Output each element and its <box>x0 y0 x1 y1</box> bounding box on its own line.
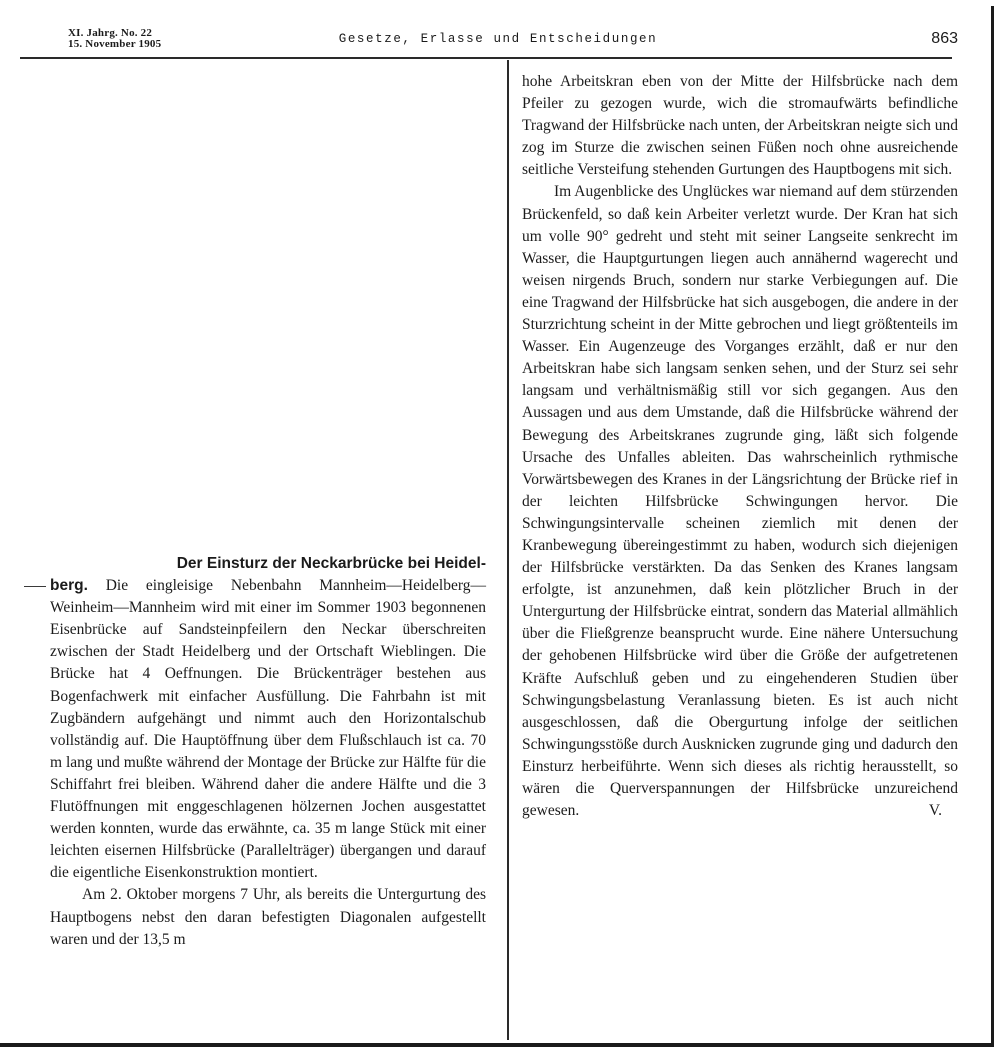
article-paragraph-3 <box>522 181 958 822</box>
issue-info <box>68 28 161 50</box>
page-frame-right-edge <box>991 6 994 1045</box>
article-paragraph-2: Am 2. Oktober morgens 7 Uhr, als bereits die Untergurtung des Hauptbogens nebst den daran befestigten Diagonalen aufgestellt waren und der 13,5 m <box>50 886 486 948</box>
issue-date: 15. November 1905 <box>68 38 162 50</box>
page-header <box>68 28 958 68</box>
article-paragraph-2-continued: hohe Arbeitskran eben von der Mitte der Hilfsbrücke nach dem Pfeiler zu gezogen wurde, wich die stromaufwärts befindliche Tragwand der Hilfsbrücke nach unten, der Arbeitskran neigte sich und zog im Sturze die zwischen seinen Füßen noch ohne ausreichende seitliche Versteifung stehenden Gurtungen des Hauptbogens mit sich. <box>522 73 958 179</box>
author-signature: V. <box>928 802 942 820</box>
issue-volume-number: XI. Jahrg. No. 22 <box>68 27 153 39</box>
column-divider <box>507 60 509 1040</box>
left-column <box>50 553 486 951</box>
page-number: 863 <box>931 30 958 47</box>
article-title-end: berg. <box>50 577 88 595</box>
right-column <box>522 71 958 822</box>
page-frame-bottom-edge <box>0 1043 994 1047</box>
header-rule <box>20 57 952 59</box>
article-title: Der Einsturz der Neckarbrücke bei Heidel- <box>176 555 486 572</box>
article-paragraph-1-text: Die eingleisige Nebenbahn Mannheim—Heidelberg—Weinheim—Mannheim wird mit einer im Sommer 1903 begonnenen Eisenbrücke auf Sandsteinpfeilern den Neckar überschreiten zwischen der Stadt Heidelberg und der Ortschaft Wieblingen. Die Brücke hat 4 Oeffnungen. Die Brückenträger bestehen aus Bogenfachwerk mit einfacher Ausfüllung. Die Fahrbahn ist mit Zugbändern aufgehängt und nimmt auch den Horizontalschub vollständig auf. Die Hauptöffnung über dem Flußschlauch ist ca. 70 m lang und mußte während der Montage der Brücke zur Hälfte für die Schiffahrt frei bleiben. Während daher die andere Hälfte und die 3 Flutöffnungen mit enggeschlagenen hölzernen Jochen ausgestattet werden konnten, wurde das erwähnte, ca. 35 m lange Stück mit einer leichten eisernen Hilfsbrücke (Parallelträger) übergangen und darauf die eigentliche Eisenkonstruktion montiert. <box>50 577 486 882</box>
article-paragraph-3-text: Im Augenblicke des Unglückes war niemand auf dem stürzenden Brückenfeld, so daß kein Arbeiter verletzt wurde. Der Kran hat sich um volle 90° gedreht und steht mit seiner Langseite senkrecht im Wasser, die Hauptgurtungen liegen auch annähernd wagerecht und weisen nirgends Bruch, sondern nur starke Verbiegungen auf. Die eine Tragwand der Hilfsbrücke hat sich ausgebogen, die andere in der Sturzrichtung scheint in der Mitte gebrochen und liegt größtenteils im Wasser. Ein Augenzeuge des Vorganges erzählt, daß er nur den Arbeitskran habe sich langsam senken sehen, und der Sturz sei sehr langsam und verhältnismäßig still vor sich gegangen. Aus den Aussagen und aus dem Umstande, daß die Hilfsbrücke während der Bewegung des Arbeitskranes zugrunde ging, läßt sich folgende Ursache des Unfalles ableiten. Das wahrscheinlich rythmische Vorwärtsbewegen des Kranes in der Längsrichtung der Brücke rief in der leichten Hilfsbrücke Schwingungen hervor. Die Schwingungsintervalle scheinen ziemlich mit denen der Kranbewegung übereingestimmt zu haben, wodurch sich diejenigen der Hilfsbrücke verstärkten. Da das Senken des Kranes langsam erfolgte, ist anzunehmen, daß kein plötzlicher Bruch in der Untergurtung der Hilfsbrücke eintrat, sondern das Material allmählich über die Fließgrenze beansprucht wurde. Eine nähere Untersuchung der gehobenen Hilfsbrücke wird über die Größe der aufgetretenen Kräfte Aufschluß geben und zu eingehenderen Studien über Schwingungsbelastung Veranlassung bieten. Es ist auch nicht ausgeschlossen, daß die Obergurtung infolge der seitlichen Schwingungsstöße durch Ausknicken zugrunde ging und dadurch den Einsturz herbeiführte. Wenn sich dieses als richtig herausstellt, so wären die Querverspannungen der Hilfsbrücke unzureichend gewesen. <box>522 183 958 820</box>
running-title: Gesetze, Erlasse und Entscheidungen <box>338 32 658 46</box>
article-paragraph-1 <box>50 575 486 884</box>
margin-mark <box>24 586 46 587</box>
